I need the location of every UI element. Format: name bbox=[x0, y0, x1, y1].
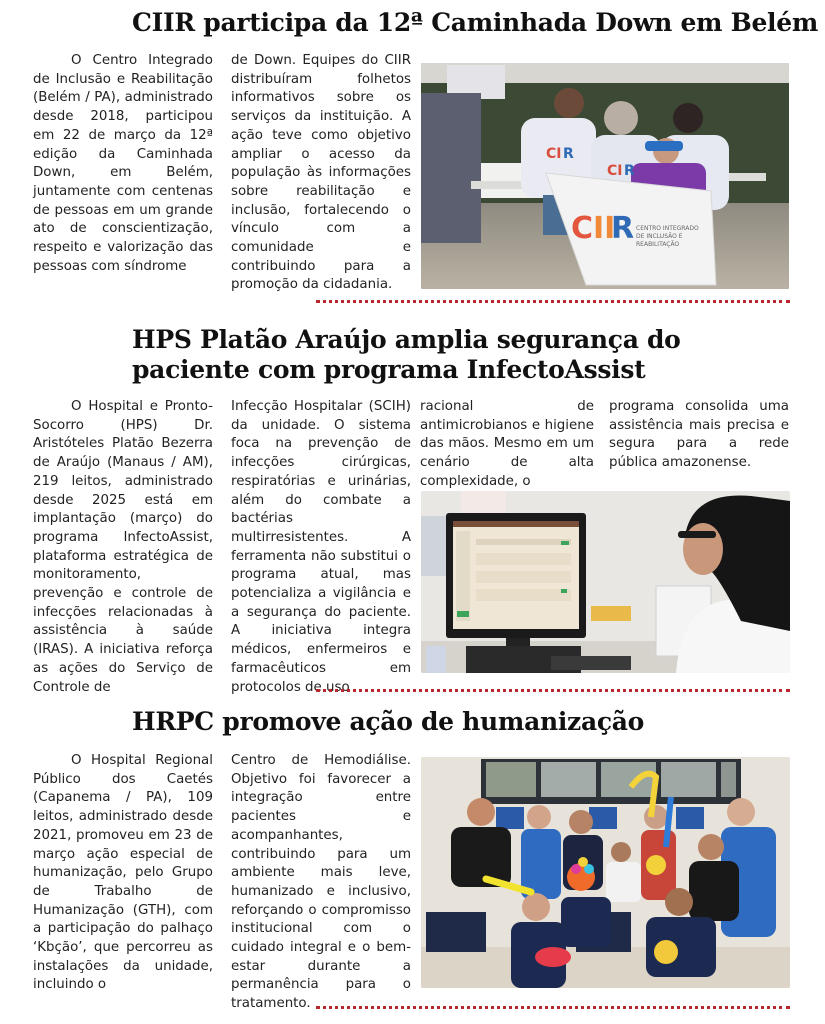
article-photo-hps bbox=[421, 491, 790, 673]
section-divider bbox=[316, 689, 790, 692]
svg-text:R: R bbox=[624, 163, 635, 179]
article-title: HPS Platão Araújo amplia segurança do paciente com programa InfectoAssist bbox=[132, 325, 681, 384]
article-title: HRPC promove ação de humanização bbox=[132, 707, 645, 736]
article-title: CIIR participa da 12ª Caminhada Down em Belém bbox=[132, 8, 819, 37]
section-divider bbox=[316, 1006, 790, 1009]
svg-text:REABILITAÇÃO: REABILITAÇÃO bbox=[636, 241, 680, 248]
article-text-column-2: Infecção Hospitalar (SCIH) da unidade. O sistema foca na prevenção de infecções cirúrgicas, respiratórias e urinárias, além do combate a bactérias multirresistentes. A ferramenta não substitui o programa atual, mas potencializa a vigilância e a segurança do paciente. A iniciativa integra médicos, enfermeiros e farmacêuticos em protocolos de uso bbox=[231, 399, 411, 695]
section-divider bbox=[316, 300, 790, 303]
article-photo-ciir bbox=[421, 63, 789, 289]
svg-text:II: II bbox=[593, 211, 616, 246]
article-text-column-1: O Hospital e Pronto-Socorro (HPS) Dr. Aristóteles Platão Bezerra de Araújo (Manaus / AM), 219 leitos, administrado desde 2025 está em implantação (março) do programa InfectoAssist, plataforma estratégica de monitoramento, prevenção e controle de infecções relacionadas à assistência à saúde (IRAS). A iniciativa reforça as ações do Serviço de Controle de bbox=[33, 399, 213, 695]
svg-text:C: C bbox=[571, 211, 594, 246]
svg-text:CENTRO INTEGRADO: CENTRO INTEGRADO bbox=[636, 225, 699, 232]
article-photo-hrpc bbox=[421, 757, 790, 988]
article-text-column-1: O Centro Integrado de Inclusão e Reabilitação (Belém / PA), administrado desde 2018, participou em 22 de março da 12ª edição da Caminhada Down, em Belém, juntamente com centenas de pessoas em um grande ato de conscientização, respeito e valorização das pessoas com síndrome bbox=[33, 53, 213, 274]
photo-humanizacao bbox=[421, 757, 790, 988]
photo-caminhada-down bbox=[421, 63, 789, 289]
article-text-column-3: racional de antimicrobianos e higiene das mãos. Mesmo em um cenário de alta complexidade, o bbox=[420, 399, 594, 489]
article-text-column-4: programa consolida uma assistência mais precisa e segura para a rede pública amazonense. bbox=[609, 399, 789, 471]
article-text-column-1: O Hospital Regional Público dos Caetés (Capanema / PA), 109 leitos, administrado desde 2021, promoveu em 23 de março ação especial de humanização, pelo Grupo de Trabalho de Humanização (GTH), com a participação do palhaço ‘Kbção’, que percorreu as instalações da unidade, incluindo o bbox=[33, 753, 213, 993]
svg-text:R: R bbox=[611, 211, 635, 246]
svg-text:CI: CI bbox=[546, 146, 562, 162]
svg-text:R: R bbox=[563, 146, 574, 162]
svg-text:DE INCLUSÃO E: DE INCLUSÃO E bbox=[636, 233, 683, 240]
svg-text:CI: CI bbox=[607, 163, 623, 179]
article-text-column-2: Centro de Hemodiálise. Objetivo foi favorecer a integração entre pacientes e acompanhantes, contribuindo para um ambiente mais leve, humanizado e inclusivo, reforçando o compromisso institucional com o cuidado integral e o bem-estar durante a permanência para o tratamento. bbox=[231, 753, 411, 1012]
photo-infectoassist bbox=[421, 491, 790, 673]
article-text-column-2: de Down. Equipes do CIIR distribuíram folhetos informativos sobre os serviços da instituição. A ação teve como objetivo ampliar o acesso da população às informações sobre reabilitação e inclusão, fortalecendo o vínculo com a comunidade e contribuindo para a promoção da cidadania. bbox=[231, 53, 411, 293]
